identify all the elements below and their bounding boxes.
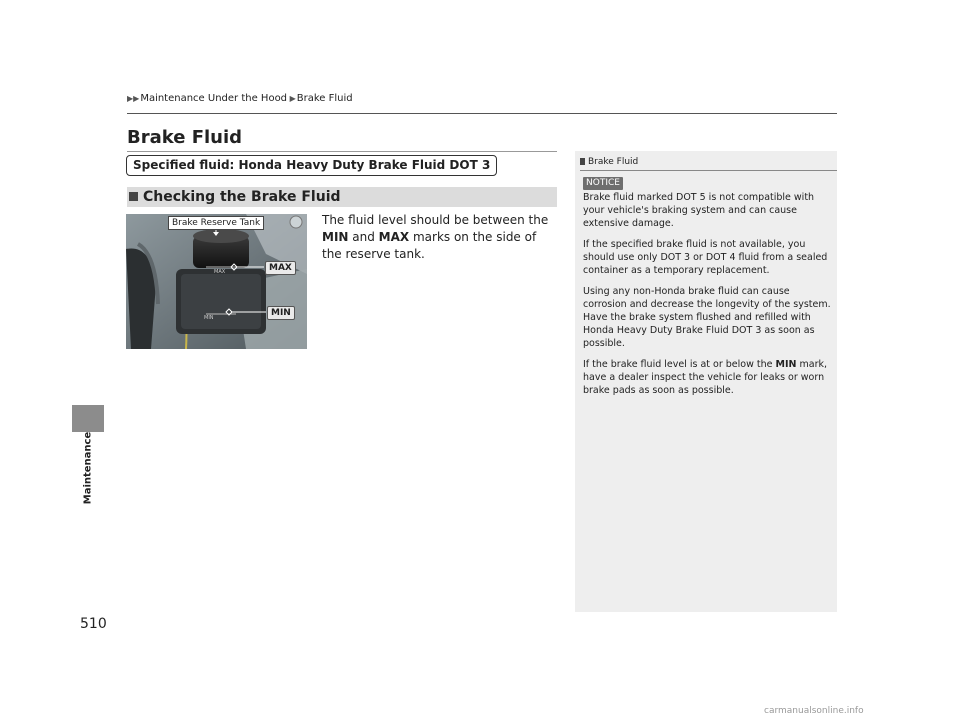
note-paragraph: Using any non-Honda brake fluid can cause corrosion and decrease the longevity of the system. Have the brake system flushed and refilled with Honda Heavy Duty Brake Fluid DOT 3 as soon as possible. [583,286,831,349]
breadcrumb-part-2[interactable]: Brake Fluid [296,93,353,104]
header-divider [127,113,837,114]
engine-bay-illustration [126,214,307,349]
note-heading-text: Brake Fluid [588,157,639,167]
body-text-2: and [348,230,379,244]
page-number: 510 [80,616,107,632]
chapter-label: Maintenance [82,431,94,505]
note-paragraph: If the specified brake fluid is not available, you should use only DOT 3 or DOT 4 fluid from a sealed container as a temporary replacement. [583,239,828,276]
tank-max-text: MAX [214,269,226,275]
body-paragraph [322,212,552,263]
note-bookmark-icon [580,158,585,165]
note-p4-text-1: If the brake fluid level is at or below the [583,359,776,370]
breadcrumb [127,93,353,104]
min-mark-label: MIN [267,306,295,320]
notice-badge: NOTICE [583,177,623,190]
breadcrumb-arrow-icon: ▶ [287,94,296,103]
page-title: Brake Fluid [127,127,243,148]
watermark: carmanualsonline.info [764,706,864,716]
tank-min-text: MIN [204,315,214,321]
note-p4-min: MIN [775,359,797,370]
brake-reserve-tank-photo [126,214,307,349]
note-heading [580,157,638,167]
note-paragraph: Brake fluid marked DOT 5 is not compatible with your vehicle's braking system and can cause extensive damage. [583,192,815,229]
note-paragraph [583,358,831,397]
section-square-icon [129,192,138,201]
section-heading-text: Checking the Brake Fluid [143,189,341,205]
specified-fluid-box: Specified fluid: Honda Heavy Duty Brake Fluid DOT 3 [126,155,497,176]
note-divider [580,170,837,171]
body-text-1: The fluid level should be between the [322,213,549,227]
chapter-tab [72,405,104,432]
note-p4-text-2: mark, have a dealer inspect the vehicle for leaks or worn brake pads as soon as possible. [583,359,827,396]
note-body [583,191,831,405]
body-text-3: marks on the side of the reserve tank. [322,230,537,261]
body-min: MIN [322,230,349,244]
breadcrumb-arrow-icon: ▶▶ [127,94,140,103]
max-mark-label: MAX [265,261,296,275]
body-max: MAX [378,230,410,244]
title-divider [127,151,557,152]
section-heading [127,187,557,207]
breadcrumb-part-1[interactable]: Maintenance Under the Hood [140,93,288,104]
brake-reserve-tank-callout: Brake Reserve Tank [168,216,264,230]
